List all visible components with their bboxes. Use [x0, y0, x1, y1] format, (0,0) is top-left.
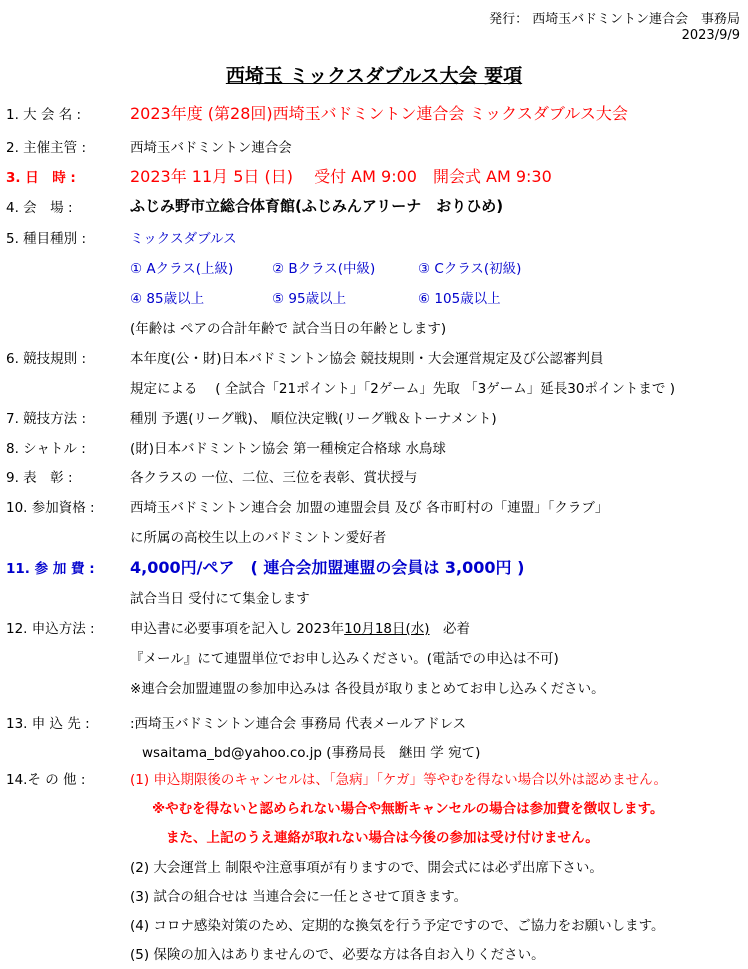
other-line5: (3) 試合の組合せは 当連合会に一任とさせて頂きます。: [130, 889, 468, 905]
value-apply-line3: ※連合会加盟連盟の参加申込みは 各役員が取りまとめてお申し込みください。: [130, 681, 605, 697]
value-datetime: 2023年 11月 5日 (日) 受付 AM 9:00 開会式 AM 9:30: [130, 167, 552, 186]
label-event-name: 1. 大 会 名 :: [6, 107, 82, 123]
issue-date: 2023/9/9: [681, 28, 740, 43]
other-line1: (1) 申込期限後のキャンセルは、「急病」「ケガ」等やむを得ない場合以外は認めません。: [130, 772, 667, 788]
value-events: ミックスダブルス: [130, 231, 237, 247]
other-line6: (4) コロナ感染対策のため、定期的な換気を行う予定ですので、ご協力をお願いします。: [130, 918, 665, 934]
other-line3: また、上記のうえ連絡が取れない場合は今後の参加は受け付けません。: [166, 830, 599, 846]
label-apply: 12. 申込方法 :: [6, 621, 95, 637]
value-fee: 4,000円/ペア ( 連合会加盟連盟の会員は 3,000円 ): [130, 558, 525, 577]
label-eligibility: 10. 参加資格 :: [6, 500, 95, 516]
value-apply-line2: 『メール』にて連盟単位でお申し込みください。(電話での申込は不可): [130, 651, 559, 667]
value-host: 西埼玉バドミントン連合会: [130, 140, 292, 156]
fee-note: 試合当日 受付にて集金します: [130, 591, 310, 607]
label-method: 7. 競技方法 :: [6, 411, 87, 427]
label-events: 5. 種目種別 :: [6, 231, 87, 247]
apply-deadline: 10月18日(水): [344, 621, 430, 637]
label-datetime: 3. 日 時 :: [6, 170, 76, 186]
label-awards: 9. 表 彰 :: [6, 470, 73, 486]
value-contact-line2: wsaitama_bd@yahoo.co.jp (事務局長 継田 学 宛て): [142, 745, 481, 761]
value-contact-line1: :西埼玉バドミントン連合会 事務局 代表メールアドレス: [130, 716, 467, 732]
value-apply-line1: [130, 617, 470, 637]
value-event-name: 2023年度 (第28回)西埼玉バドミントン連合会 ミックスダブルス大会: [130, 104, 628, 123]
class-85: ④ 85歳以上: [130, 291, 205, 307]
events-note: (年齢は ペアの合計年齢で 試合当日の年齢とします): [130, 321, 447, 337]
apply-line1-post: 必着: [429, 621, 471, 637]
other-line2: ※やむを得ないと認められない場合や無断キャンセルの場合は参加費を徴収します。: [152, 801, 664, 817]
publisher-line: 発行： 西埼玉バドミントン連合会 事務局: [489, 12, 740, 27]
label-other: 14.そ の 他 :: [6, 772, 86, 788]
class-a: ① Aクラス(上級): [130, 261, 234, 277]
apply-line1-pre: 申込書に必要事項を記入し 2023年: [130, 621, 345, 637]
label-shuttle: 8. シャトル :: [6, 441, 86, 457]
label-venue: 4. 会 場 :: [6, 200, 73, 216]
value-awards: 各クラスの 一位、二位、三位を表彰、賞状授与: [130, 470, 418, 486]
value-venue: ふじみ野市立総合体育館(ふじみんアリーナ おりひめ): [130, 197, 504, 215]
label-rules: 6. 競技規則 :: [6, 351, 87, 367]
value-method: 種別 予選(リーグ戦)、 順位決定戦(リーグ戦＆トーナメント): [130, 411, 497, 427]
label-fee: 11. 参 加 費 :: [6, 561, 95, 577]
other-line4: (2) 大会運営上 制限や注意事項が有りますので、開会式には必ず出席下さい。: [130, 860, 603, 876]
label-host: 2. 主催主管 :: [6, 140, 87, 156]
value-eligibility-line1: 西埼玉バドミントン連合会 加盟の連盟会員 及び 各市町村の「連盟」「クラブ」: [130, 500, 609, 516]
other-line7: (5) 保険の加入はありませんので、必要な方は各自お入りください。: [130, 947, 545, 963]
value-rules-line2: 規定による ( 全試合「21ポイント」「2ゲーム」先取 「3ゲーム」延長30ポイントまで ): [130, 381, 675, 397]
value-rules-line1: 本年度(公・財)日本バドミントン協会 競技規則・大会運営規定及び公認審判員: [130, 351, 604, 367]
label-contact: 13. 申 込 先 :: [6, 716, 90, 732]
class-105: ⑥ 105歳以上: [418, 291, 501, 307]
class-95: ⑤ 95歳以上: [272, 291, 347, 307]
document-title: 西埼玉 ミックスダブルス大会 要項: [225, 65, 523, 87]
class-c: ③ Cクラス(初級): [418, 261, 522, 277]
class-b: ② Bクラス(中級): [272, 261, 376, 277]
value-eligibility-line2: に所属の高校生以上のバドミントン愛好者: [130, 530, 387, 546]
value-shuttle: (財)日本バドミントン協会 第一種検定合格球 水鳥球: [130, 441, 446, 457]
